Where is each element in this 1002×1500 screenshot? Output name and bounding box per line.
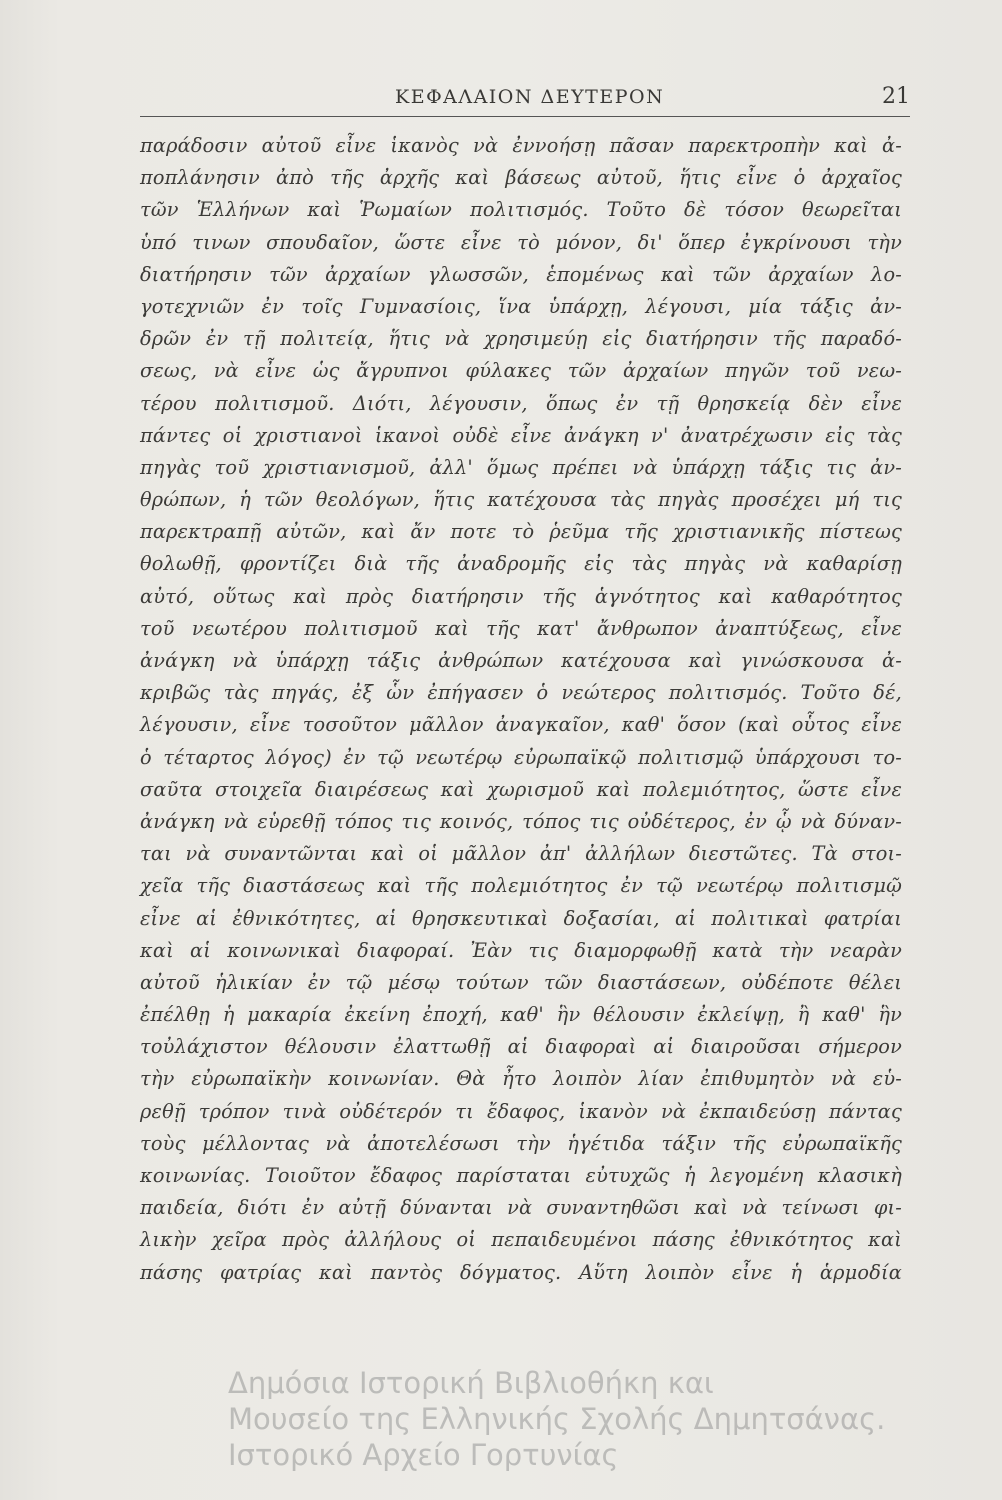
text-line: εἶνε αἱ ἐθνικότητες, αἱ θρησκευτικαὶ δοξασίαι, αἱ πολιτικαὶ φατρίαι [140,906,902,930]
library-watermark [228,1365,968,1473]
text-line: ρεθῇ τρόπον τινὰ οὐδέτερόν τι ἔδαφος, ἱκανὸν νὰ ἐκπαιδεύσῃ πάντας [140,1099,902,1123]
text-line: δρῶν ἐν τῇ πολιτείᾳ, ἥτις νὰ χρησιμεύῃ εἰς διατήρησιν τῆς παραδό- [140,327,902,351]
text-line: θρώπων, ἡ τῶν θεολόγων, ἥτις κατέχουσα τὰς πηγὰς προσέχει μή τις [140,488,902,512]
text-line: τὴν εὐρωπαϊκὴν κοινωνίαν. Θὰ ἦτο λοιπὸν λίαν ἐπιθυμητὸν νὰ εὑ- [140,1067,902,1091]
text-line: ἀνάγκη νὰ εὑρεθῇ τόπος τις κοινός, τόπος τις οὐδέτερος, ἐν ᾧ νὰ δύναν- [140,809,902,833]
text-line: λικὴν χεῖρα πρὸς ἀλλήλους οἱ πεπαιδευμένοι πάσης ἐθνικότητος καὶ [140,1228,902,1252]
watermark-line-3: Ιστορικό Αρχείο Γορτυνίας [228,1438,619,1472]
text-line: λέγουσιν, εἶνε τοσοῦτον μᾶλλον ἀναγκαῖον, καθ' ὅσον (καὶ οὗτος εἶνε [140,713,902,737]
text-line: παιδεία, διότι ἐν αὐτῇ δύνανται νὰ συναντηθῶσι καὶ νὰ τείνωσι φι- [140,1196,902,1220]
text-line: διατήρησιν τῶν ἀρχαίων γλωσσῶν, ἑπομένως καὶ τῶν ἀρχαίων λο- [140,262,902,286]
text-line: κοινωνίας. Τοιοῦτον ἔδαφος παρίσταται εὐτυχῶς ἡ λεγομένη κλασικὴ [140,1164,902,1187]
text-line: τοὐλάχιστον θέλουσιν ἐλαττωθῇ αἱ διαφοραὶ αἱ διαιροῦσαι σήμερον [140,1035,902,1059]
running-head [140,86,910,118]
text-line: ται νὰ συναντῶνται καὶ οἱ μᾶλλον ἀπ' ἀλλήλων διεστῶτες. Τὰ στοι- [140,842,902,866]
text-line: κριβῶς τὰς πηγάς, ἐξ ὧν ἐπήγασεν ὁ νεώτερος πολιτισμός. Τοῦτο δέ, [140,681,902,705]
text-line: ὑπό τινων σπουδαῖον, ὥστε εἶνε τὸ μόνον, δι' ὅπερ ἐγκρίνουσι τὴν [140,230,902,254]
text-line: ὁ τέταρτος λόγος) ἐν τῷ νεωτέρῳ εὐρωπαϊκῷ πολιτισμῷ ὑπάρχουσι το- [140,745,902,769]
text-line: παρεκτραπῇ αὐτῶν, καὶ ἄν ποτε τὸ ῥεῦμα τῆς χριστιανικῆς πίστεως [140,520,902,544]
text-line: ποπλάνησιν ἀπὸ τῆς ἀρχῆς καὶ βάσεως αὐτοῦ, ἥτις εἶνε ὁ ἀρχαῖος [140,166,902,190]
text-line: αὐτό, οὕτως καὶ πρὸς διατήρησιν τῆς ἁγνότητος καὶ καθαρότητος [140,584,902,608]
header-rule [140,116,910,117]
text-line: αὐτοῦ ἡλικίαν ἐν τῷ μέσῳ τούτων τῶν διαστάσεων, οὐδέποτε θέλει [140,970,902,994]
text-line: τοὺς μέλλοντας νὰ ἀποτελέσωσι τὴν ἡγέτιδα τάξιν τῆς εὐρωπαϊκῆς [140,1131,902,1155]
text-line: ἐπέλθῃ ἡ μακαρία ἐκείνη ἐποχή, καθ' ἣν θέλουσιν ἐκλείψῃ, ἢ καθ' ἣν [140,1003,902,1027]
text-line: γοτεχνιῶν ἐν τοῖς Γυμνασίοις, ἵνα ὑπάρχῃ, λέγουσι, μία τάξις ἀν- [140,294,902,318]
text-line: τοῦ νεωτέρου πολιτισμοῦ καὶ τῆς κατ' ἄνθρωπον ἀναπτύξεως, εἶνε [140,616,902,640]
text-line: σαῦτα στοιχεῖα διαιρέσεως καὶ χωρισμοῦ καὶ πολεμιότητος, ὥστε εἶνε [140,777,902,801]
text-line: πάντες οἱ χριστιανοὶ ἱκανοὶ οὐδὲ εἶνε ἀνάγκη ν' ἀνατρέχωσιν εἰς τὰς [140,423,902,447]
text-line: πάσης φατρίας καὶ παντὸς δόγματος. Αὕτη λοιπὸν εἶνε ἡ ἁρμοδία [140,1260,902,1284]
text-line: τῶν Ἑλλήνων καὶ Ῥωμαίων πολιτισμός. Τοῦτο δὲ τόσον θεωρεῖται [140,198,902,222]
chapter-title: ΚΕΦΑΛΑΙΟΝ ΔΕΥΤΕΡΟΝ [395,86,665,108]
text-line: ἀνάγκη νὰ ὑπάρχῃ τάξις ἀνθρώπων κατέχουσα καὶ γινώσκουσα ἀ- [140,649,902,672]
text-line: θολωθῇ, φροντίζει διὰ τῆς ἀναδρομῆς εἰς τὰς πηγὰς νὰ καθαρίσῃ [140,552,902,576]
page-number: 21 [882,84,910,109]
body-text [140,130,902,1289]
text-line: τέρου πολιτισμοῦ. Διότι, λέγουσιν, ὅπως ἐν τῇ θρησκείᾳ δὲν εἶνε [140,391,902,415]
text-line: καὶ αἱ κοινωνικαὶ διαφοραί. Ἐὰν τις διαμορφωθῇ κατὰ τὴν νεαρὰν [140,938,902,962]
watermark-line-1: Δημόσια Ιστορική Βιβλιοθήκη και [228,1366,714,1400]
text-line: χεῖα τῆς διαστάσεως καὶ τῆς πολεμιότητος ἐν τῷ νεωτέρῳ πολιτισμῷ [140,874,902,898]
text-line: παράδοσιν αὐτοῦ εἶνε ἱκανὸς νὰ ἐννοήσῃ πᾶσαν παρεκτροπὴν καὶ ἀ- [140,134,902,157]
text-line: πηγὰς τοῦ χριστιανισμοῦ, ἀλλ' ὅμως πρέπει νὰ ὑπάρχῃ τάξις τις ἀν- [140,455,902,479]
watermark-line-2: Μουσείο της Ελληνικής Σχολής Δημητσάνας. [228,1402,886,1436]
text-line: σεως, νὰ εἶνε ὡς ἄγρυπνοι φύλακες τῶν ἀρχαίων πηγῶν τοῦ νεω- [140,359,902,383]
